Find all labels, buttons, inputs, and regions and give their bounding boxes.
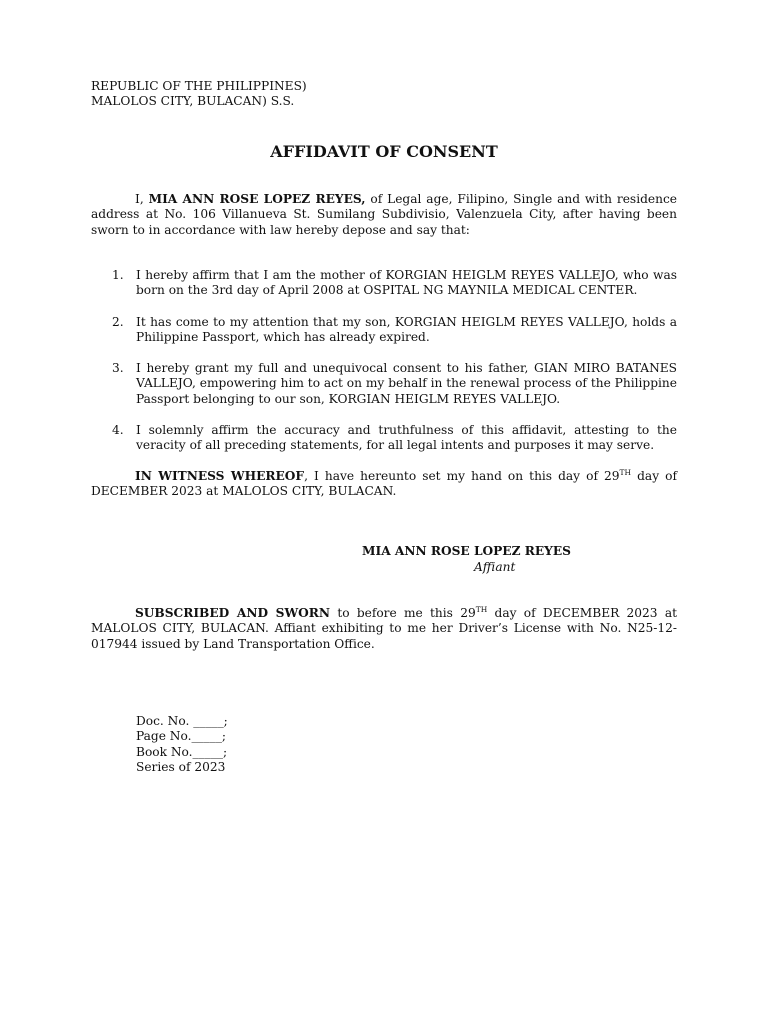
- venue-line-2: MALOLOS CITY, BULACAN) S.S.: [91, 94, 295, 109]
- list-item-text: I hereby grant my full and unequivocal consent to his father, GIAN MIRO BATANES VALLEJO, empowering him to act on my behalf in the renewal process of the Philippine Passport belonging to our son, KORGIAN HEIGLM REYES VALLEJO.: [136, 361, 677, 406]
- intro-prefix: I,: [135, 192, 149, 206]
- notary-series: Series of 2023: [136, 760, 226, 775]
- witness-paragraph: [91, 469, 677, 500]
- jurat-text-2: day of DECEMBER 2023 at MALOLOS CITY, BULACAN. Affiant exhibiting to me her Driver’s License with No. N25-12-017944 issued by Land Transportation Office.: [91, 606, 678, 651]
- venue-line-1: REPUBLIC OF THE PHILIPPINES): [91, 79, 307, 93]
- jurat-superscript: TH: [475, 604, 488, 614]
- list-item-text: I solemnly affirm the accuracy and truthfulness of this affidavit, attesting to the veracity of all preceding statements, for all legal intents and purposes it may serve.: [136, 423, 677, 453]
- list-item-number: 2.: [112, 315, 124, 329]
- list-item-number: 3.: [112, 361, 124, 375]
- document-title: AFFIDAVIT OF CONSENT: [270, 142, 498, 161]
- notary-page-no: Page No._____;: [136, 729, 227, 744]
- intro-text: of Legal age, Filipino, Single and with residence address at No. 106 Villanueva St. Sumilang Subdivisio, Valenzuela City, after having been sworn to in accordance with law hereby depose and say that:: [91, 192, 677, 237]
- list-item-number: 4.: [112, 423, 124, 437]
- list-item-number: 1.: [112, 268, 124, 282]
- list-item: [91, 268, 677, 299]
- witness-text-2: day of DECEMBER 2023 at MALOLOS CITY, BULACAN.: [91, 469, 677, 499]
- witness-text-1: , I have hereunto set my hand on this day of 29: [304, 469, 620, 483]
- list-item: [91, 361, 677, 407]
- witness-lead: IN WITNESS WHEREOF: [135, 469, 305, 483]
- notary-block: [136, 714, 228, 776]
- jurat-text-1: to before me this 29: [330, 606, 476, 620]
- list-item: [91, 315, 677, 346]
- notary-doc-no: Doc. No. _____;: [136, 714, 228, 728]
- affiant-name-inline: MIA ANN ROSE LOPEZ REYES,: [148, 192, 366, 206]
- signature-name: MIA ANN ROSE LOPEZ REYES: [362, 544, 571, 558]
- jurat-lead: SUBSCRIBED AND SWORN: [135, 606, 331, 620]
- list-item-text: It has come to my attention that my son, KORGIAN HEIGLM REYES VALLEJO, holds a Philippine Passport, which has already expired.: [136, 315, 677, 345]
- jurat-paragraph: [91, 606, 677, 652]
- notary-book-no: Book No._____;: [136, 744, 228, 759]
- witness-superscript: TH: [619, 467, 632, 477]
- signature-role: Affiant: [474, 560, 516, 574]
- list-item-text: I hereby affirm that I am the mother of KORGIAN HEIGLM REYES VALLEJO, who was born on the 3rd day of April 2008 at OSPITAL NG MAYNILA MEDICAL CENTER.: [136, 268, 677, 298]
- venue-block: [91, 79, 307, 110]
- list-item: [91, 423, 677, 454]
- intro-paragraph: [91, 192, 677, 238]
